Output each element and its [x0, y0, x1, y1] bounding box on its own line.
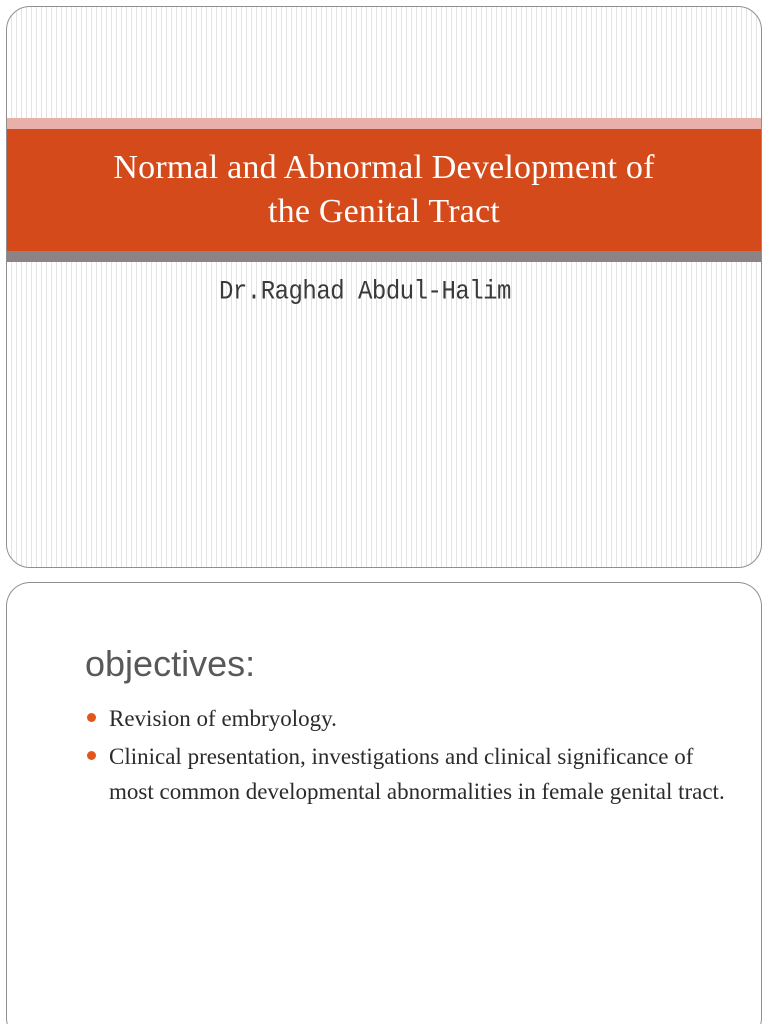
slide-title-line-2: the Genital Tract [268, 193, 500, 230]
title-slide [6, 6, 762, 568]
bullet-item [87, 739, 727, 809]
bullet-text: Revision of embryology. [109, 706, 337, 731]
objectives-slide [6, 582, 762, 1024]
bullet-text: Clinical presentation, investigations and clinical significance of most common developmental abnormalities in female genital tract. [109, 744, 725, 804]
grey-accent-strip [7, 251, 761, 262]
bullet-item [87, 701, 727, 736]
objectives-heading: objectives: [85, 643, 256, 684]
bullet-dot-icon [87, 751, 96, 760]
slide-title-line-1: Normal and Abnormal Development of [113, 149, 655, 186]
slide-subtitle-author: Dr.Raghad Abdul-Halim [219, 277, 511, 308]
title-band [7, 129, 761, 251]
bullet-dot-icon [87, 713, 96, 722]
objectives-bullet-list [87, 701, 727, 812]
pink-accent-strip [7, 118, 761, 129]
